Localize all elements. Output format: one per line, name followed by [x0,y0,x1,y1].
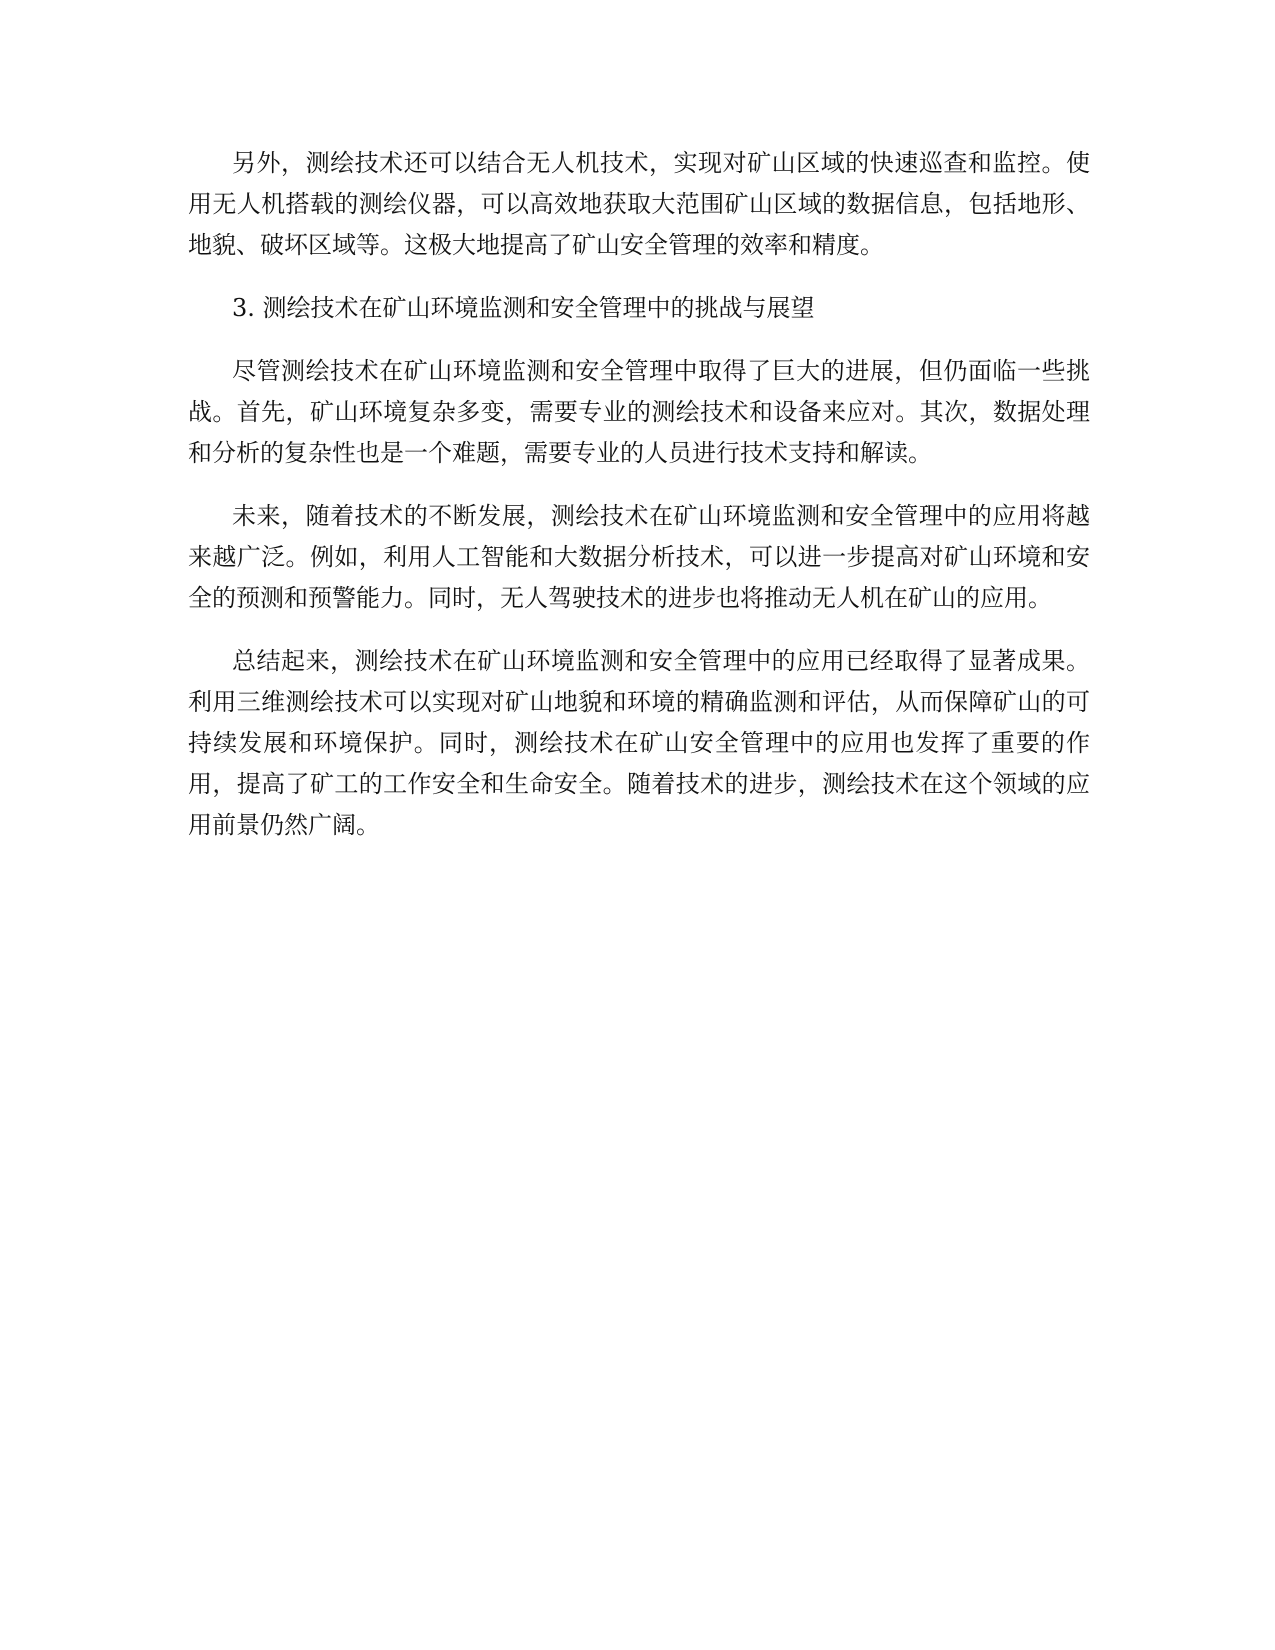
paragraph-conclusion: 总结起来，测绘技术在矿山环境监测和安全管理中的应用已经取得了显著成果。利用三维测绘技术可以实现对矿山地貌和环境的精确监测和评估，从而保障矿山的可持续发展和环境保护。同时，测绘技术在矿山安全管理中的应用也发挥了重要的作用，提高了矿工的工作安全和生命安全。随着技术的进步，测绘技术在这个领域的应用前景仍然广阔。 [188,647,1090,839]
paragraph-challenges: 尽管测绘技术在矿山环境监测和安全管理中取得了巨大的进展，但仍面临一些挑战。首先，矿山环境复杂多变，需要专业的测绘技术和设备来应对。其次，数据处理和分析的复杂性也是一个难题，需要专业的人员进行技术支持和解读。 [188,357,1090,467]
paragraph-future-outlook: 未来，随着技术的不断发展，测绘技术在矿山环境监测和安全管理中的应用将越来越广泛。例如，利用人工智能和大数据分析技术，可以进一步提高对矿山环境和安全的预测和预警能力。同时，无人驾驶技术的进步也将推动无人机在矿山的应用。 [188,502,1090,612]
document-body [188,143,1090,868]
paragraph-drone-surveying: 另外，测绘技术还可以结合无人机技术，实现对矿山区域的快速巡查和监控。使用无人机搭载的测绘仪器，可以高效地获取大范围矿山区域的数据信息，包括地形、地貌、破坏区域等。这极大地提高了矿山安全管理的效率和精度。 [188,149,1090,259]
section-heading-challenges: 3. 测绘技术在矿山环境监测和安全管理中的挑战与展望 [232,294,815,322]
